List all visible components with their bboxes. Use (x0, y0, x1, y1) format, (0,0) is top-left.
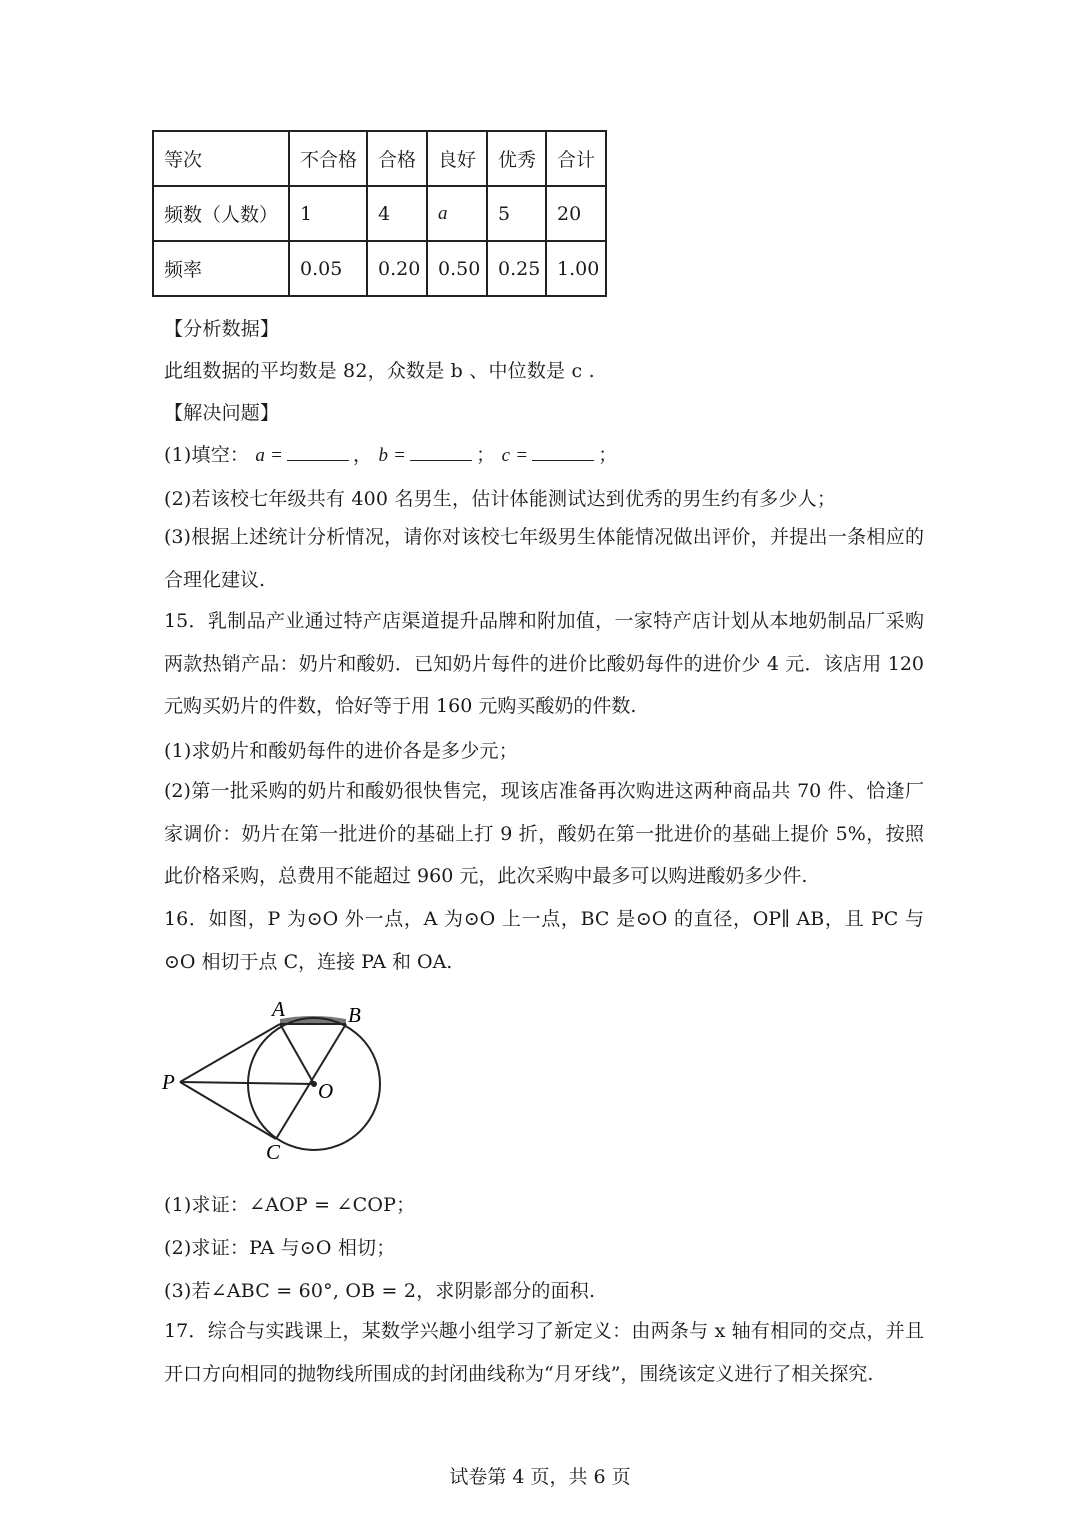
page-footer: 试卷第 4 页，共 6 页 (449, 1466, 631, 1488)
q15-stem: 15．乳制品产业通过特产店渠道提升品牌和附加值，一家特产店计划从本地奶制品厂采购两款热销产品：奶片和酸奶．已知奶片每件的进价比酸奶每件的进价少 4 元．该店用 120 元购买奶片的件数，恰好等于用 160 元购买酸奶的件数. (164, 610, 924, 717)
table-cell (427, 186, 487, 241)
table-cell: 等次 (153, 131, 289, 186)
separator: ， (353, 444, 373, 466)
table-cell: 良好 (427, 131, 487, 186)
table-cell: 4 (367, 186, 427, 241)
q15-part2: (2)第一批采购的奶片和酸奶很快售完，现该店准备再次购进这两种商品共 70 件、恰逢厂家调价：奶片在第一批进价的基础上打 9 折，酸奶在第一批进价的基础上提价 5%，按照此价格采购，总费用不能超过 960 元，此次采购中最多可以购进酸奶多少件. (164, 780, 924, 887)
q16-stem: 16．如图，P 为⊙O 外一点，A 为⊙O 上一点，BC 是⊙O 的直径，OP∥ AB，且 PC 与⊙O 相切于点 C，连接 PA 和 OA. (164, 908, 924, 973)
analysis-text: 此组数据的平均数是 82，众数是 b 、中位数是 c . (164, 360, 595, 382)
q14-var-b: b = (378, 445, 407, 466)
table-cell: 不合格 (289, 131, 367, 186)
table-cell: 0.50 (427, 241, 487, 296)
segment-pc (180, 1082, 276, 1139)
q15-part1: (1)求奶片和酸奶每件的进价各是多少元； (164, 740, 518, 762)
q14-var-a: a = (255, 445, 284, 466)
table-cell: 1 (289, 186, 367, 241)
table-row (153, 186, 606, 241)
q14-part3: (3)根据上述统计分析情况，请你对该校七年级男生体能情况做出评价，并提出一条相应的合理化建议. (164, 526, 924, 591)
center-point (311, 1081, 317, 1087)
q14-part1 (164, 440, 617, 467)
q16-part1: (1)求证：∠AOP = ∠COP； (164, 1194, 416, 1216)
answer-blank[interactable] (532, 442, 594, 461)
table-cell: 频数（人数） (153, 186, 289, 241)
q14-part2: (2)若该校七年级共有 400 名男生，估计体能测试达到优秀的男生约有多少人； (164, 488, 837, 510)
label-a: A (272, 997, 285, 1021)
q14-var-c: c = (501, 445, 529, 466)
segment-po (180, 1082, 314, 1084)
table-row (153, 131, 606, 186)
separator: ； (476, 444, 496, 466)
table-row (153, 241, 606, 296)
label-o: O (318, 1079, 334, 1103)
segment-ao (280, 1024, 314, 1084)
q17-stem: 17．综合与实践课上，某数学兴趣小组学习了新定义：由两条与 x 轴有相同的交点，并且开口方向相同的抛物线所围成的封闭曲线称为“月牙线”，围绕该定义进行了相关探究. (164, 1320, 924, 1385)
segment-pa (180, 1024, 280, 1082)
solve-title: 【解决问题】 (164, 402, 280, 424)
variable-a: a (438, 203, 448, 224)
table-cell: 合格 (367, 131, 427, 186)
table-cell: 0.25 (487, 241, 546, 296)
label-b: B (348, 1003, 361, 1027)
circle-tangent-figure (150, 992, 400, 1172)
label-c: C (266, 1140, 281, 1164)
table-cell: 0.05 (289, 241, 367, 296)
q14-part1-label: (1)填空： (164, 444, 250, 466)
separator: ； (598, 444, 618, 466)
answer-blank[interactable] (410, 442, 472, 461)
label-p: P (162, 1070, 175, 1094)
table-cell: 0.20 (367, 241, 427, 296)
table-cell: 5 (487, 186, 546, 241)
table-cell: 20 (546, 186, 606, 241)
q16-part2: (2)求证：PA 与⊙O 相切； (164, 1237, 396, 1259)
segment-bc (276, 1024, 346, 1139)
table-cell: 1.00 (546, 241, 606, 296)
table-cell: 合计 (546, 131, 606, 186)
q16-part3: (3)若∠ABC = 60°, OB = 2，求阴影部分的面积. (164, 1280, 596, 1302)
table-cell: 频率 (153, 241, 289, 296)
answer-blank[interactable] (287, 442, 349, 461)
grade-frequency-table (152, 130, 607, 297)
table-cell: 优秀 (487, 131, 546, 186)
analysis-title: 【分析数据】 (164, 318, 280, 340)
